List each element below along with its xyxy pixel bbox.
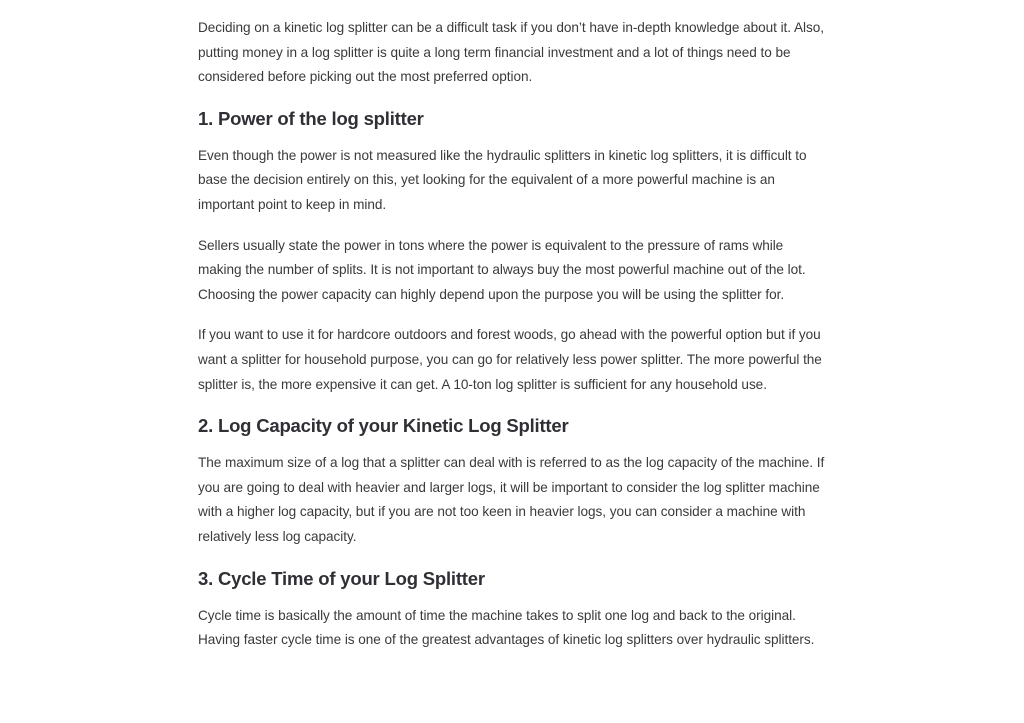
power-paragraph-2: Sellers usually state the power in tons where the power is equivalent to the pressure of rams while making the number of splits. It is not important to always buy the most powerful machine out of the lot. Choosing the power capacity can highly depend upon the purpose you will be using the splitter for. <box>198 237 806 302</box>
section-heading-log-capacity: 2. Log Capacity of your Kinetic Log Splitter <box>198 415 569 437</box>
power-paragraph-1: Even though the power is not measured like the hydraulic splitters in kinetic log splitters, it is difficult to base the decision entirely on this, yet looking for the equivalent of a more powerful machine is an important point to keep in mind. <box>198 147 807 212</box>
intro-paragraph: Deciding on a kinetic log splitter can be a difficult task if you don’t have in-depth knowledge about it. Also, putting money in a log splitter is quite a long term financial investment and a lot of things need to be considered before picking out the most preferred option. <box>198 20 824 85</box>
section-heading-power: 1. Power of the log splitter <box>198 107 424 129</box>
power-paragraph-3: If you want to use it for hardcore outdoors and forest woods, go ahead with the powerful option but if you want a splitter for household purpose, you can go for relatively less power splitter. The more powerful the splitter is, the more expensive it can get. A 10-ton log splitter is sufficient for any household use. <box>198 327 822 392</box>
article-body <box>198 16 830 669</box>
section-heading-cycle-time: 3. Cycle Time of your Log Splitter <box>198 567 485 589</box>
cycle-time-paragraph: Cycle time is basically the amount of time the machine takes to split one log and back to the original. Having faster cycle time is one of the greatest advantages of kinetic log splitters over hydraulic splitters. <box>198 607 815 648</box>
log-capacity-paragraph: The maximum size of a log that a splitter can deal with is referred to as the log capacity of the machine. If you are going to deal with heavier and larger logs, it will be important to consider the log splitter machine with a higher log capacity, but if you are not too keen in heavier logs, you can consider a machine with relatively less log capacity. <box>198 455 825 544</box>
